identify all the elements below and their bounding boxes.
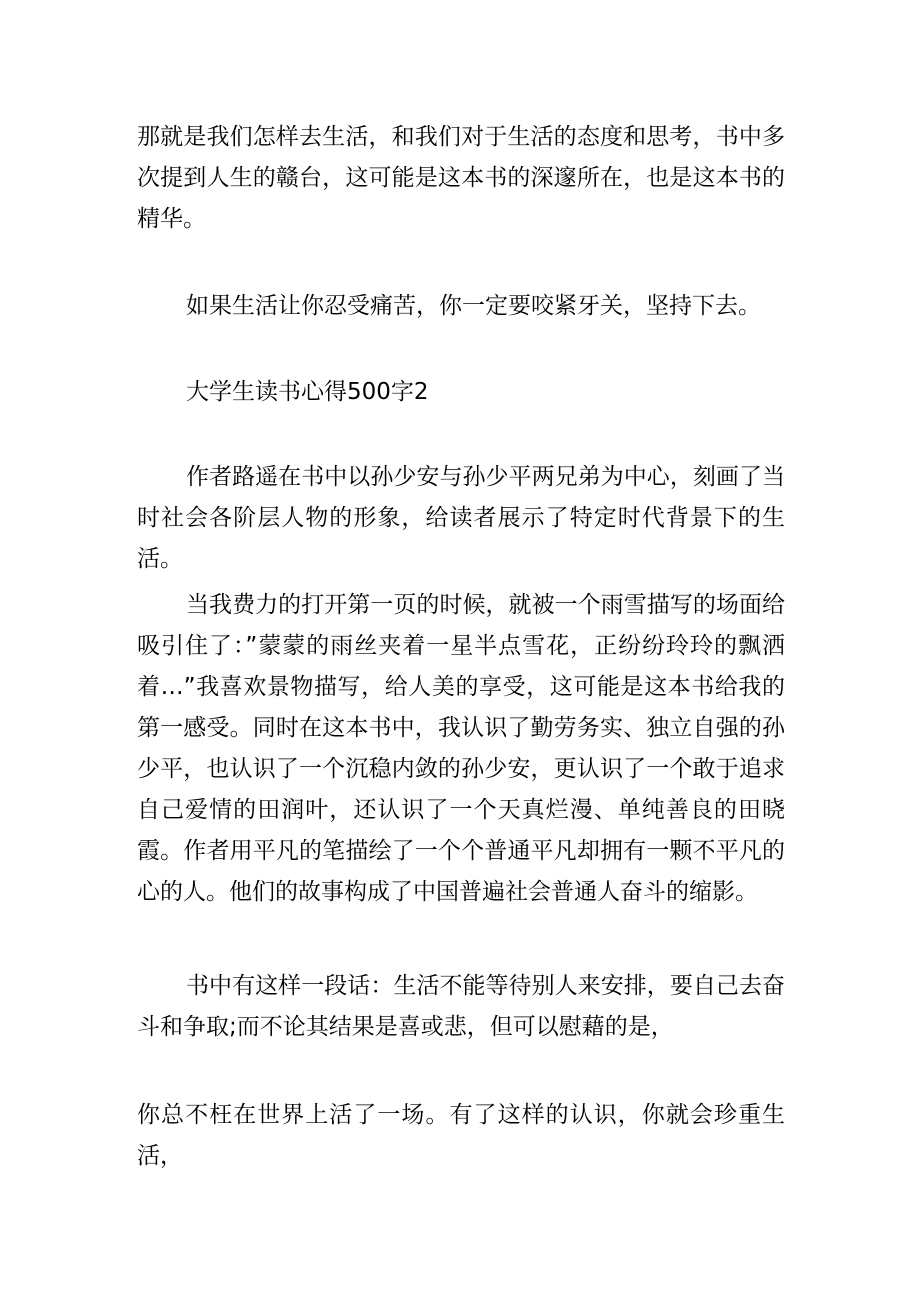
section-heading: 大学生读书心得500字2 bbox=[186, 379, 429, 405]
paragraph-intro: 作者路遥在书中以孙少安与孙少平两兄弟为中心，刻画了当时社会各阶层人物的形象，给读者展示了特定时代背景下的生活。 bbox=[137, 464, 785, 572]
paragraph-continuation-end: 你总不枉在世界上活了一场。有了这样的认识，你就会珍重生活， bbox=[137, 1102, 785, 1169]
paragraph-body: 当我费力的打开第一页的时候，就被一个雨雪描写的场面给吸引住了：”蒙蒙的雨丝夹着一星半点雪花，正纷纷玲玲的飘洒着…”我喜欢景物描写，给人美的享受，这可能是这本书给我的第一感受。同时在这本书中，我认识了勤劳务实、独立自强的孙少平，也认识了一个沉稳内敛的孙少安，更认识了一个敢于追求自己爱情的田润叶，还认识了一个天真烂漫、单纯善良的田晓霞。作者用平凡的笔描绘了一个个普通平凡却拥有一颗不平凡的心的人。他们的故事构成了中国普遍社会普通人奋斗的缩影。 bbox=[137, 592, 785, 905]
paragraph-continuation: 那就是我们怎样去生活，和我们对于生活的态度和思考，书中多次提到人生的赣台，这可能是这本书的深邃所在，也是这本书的精华。 bbox=[137, 124, 785, 232]
paragraph-quote-passage: 书中有这样一段话：生活不能等待别人来安排，要自己去奋斗和争取;而不论其结果是喜或悲，但可以慰藉的是， bbox=[137, 973, 785, 1040]
paragraph-quote: 如果生活让你忍受痛苦，你一定要咬紧牙关，坚持下去。 bbox=[186, 293, 761, 319]
